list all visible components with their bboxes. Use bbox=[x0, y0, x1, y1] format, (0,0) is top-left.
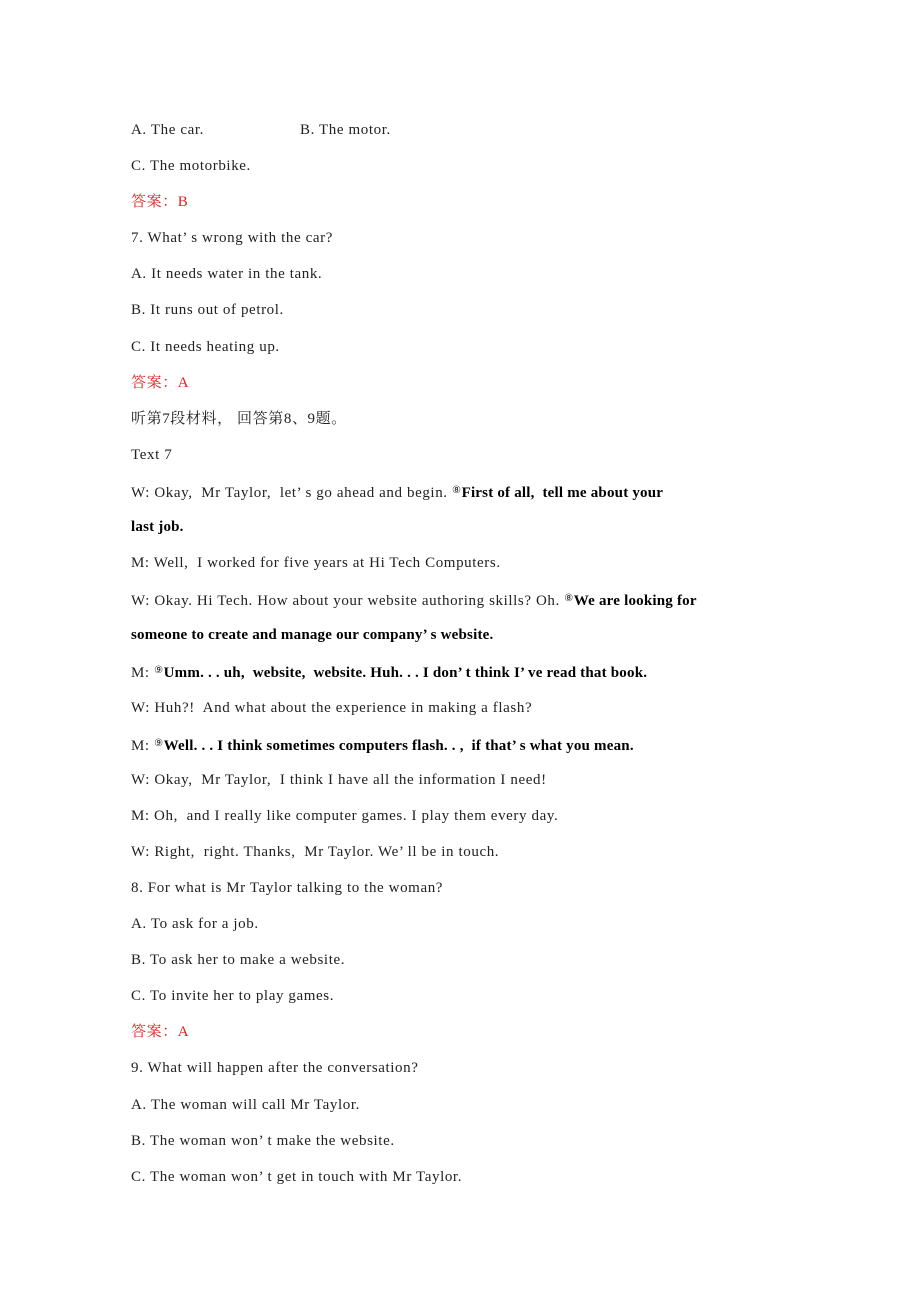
q7-option-b: B. It runs out of petrol. bbox=[131, 302, 284, 319]
dialogue bbox=[131, 479, 811, 876]
evidence-text: last job. bbox=[131, 519, 184, 536]
q8-question: 8. For what is Mr Taylor talking to the woman? bbox=[131, 879, 444, 896]
q7-option-c: C. It needs heating up. bbox=[131, 338, 280, 355]
q9-option-a: A. The woman will call Mr Taylor. bbox=[131, 1096, 360, 1113]
dialogue-text: M: bbox=[131, 737, 155, 754]
q6-option-b: B. The motor. bbox=[299, 122, 391, 138]
q6-answer: 答案：B bbox=[131, 194, 189, 211]
evidence-text: Umm. . . uh, website, website. Huh. . . I don’ t think I’ ve read that book. bbox=[163, 665, 648, 682]
document-page bbox=[131, 118, 811, 1201]
dialogue-line bbox=[131, 804, 811, 840]
dialogue-text: W: Okay. Hi Tech. How about your website authoring skills? Oh. bbox=[131, 593, 565, 610]
q7-question: 7. What’ s wrong with the car? bbox=[131, 230, 333, 247]
dialogue-line bbox=[131, 732, 811, 768]
text-title: Text 7 bbox=[131, 446, 173, 463]
evidence-marker: ⑨ bbox=[154, 737, 164, 749]
dialogue-line bbox=[131, 479, 811, 515]
dialogue-line bbox=[131, 659, 811, 695]
dialogue-line bbox=[131, 623, 811, 659]
dialogue-line bbox=[131, 696, 811, 732]
evidence-text: someone to create and manage our company’ s website. bbox=[131, 627, 494, 644]
section-instruction: 听第7段材料， 回答第8、9题。 bbox=[131, 410, 347, 427]
q7-answer: 答案：A bbox=[131, 374, 190, 391]
dialogue-line bbox=[131, 840, 811, 876]
evidence-marker: ⑧ bbox=[452, 484, 462, 496]
q6-option-a: A. The car. bbox=[131, 122, 204, 138]
dialogue-text: W: Right, right. Thanks, Mr Taylor. We’ ll be in touch. bbox=[131, 843, 500, 860]
evidence-marker: ⑨ bbox=[154, 665, 164, 677]
q6-options-ab bbox=[131, 118, 811, 154]
dialogue-line bbox=[131, 515, 811, 551]
evidence-text: We are looking for bbox=[573, 593, 697, 610]
dialogue-line bbox=[131, 768, 811, 804]
q9-option-c: C. The woman won’ t get in touch with Mr Taylor. bbox=[131, 1168, 463, 1185]
evidence-text: Well. . . I think sometimes computers flash. . , if that’ s what you mean. bbox=[163, 737, 634, 754]
dialogue-text: M: bbox=[131, 665, 155, 682]
dialogue-line bbox=[131, 587, 811, 623]
q8-option-a: A. To ask for a job. bbox=[131, 916, 259, 933]
q8-option-b: B. To ask her to make a website. bbox=[131, 952, 346, 969]
dialogue-text: W: Okay, Mr Taylor, let’ s go ahead and begin. bbox=[131, 484, 452, 501]
q8-answer: 答案：A bbox=[131, 1024, 190, 1041]
evidence-text: First of all, tell me about your bbox=[461, 484, 664, 501]
dialogue-text: M: Oh, and I really like computer games. I play them every day. bbox=[131, 807, 559, 824]
dialogue-text: W: Huh?! And what about the experience in making a flash? bbox=[131, 699, 533, 716]
q9-question: 9. What will happen after the conversation? bbox=[131, 1060, 419, 1077]
q6-option-c: C. The motorbike. bbox=[131, 158, 251, 175]
q8-option-c: C. To invite her to play games. bbox=[131, 988, 335, 1005]
evidence-marker: ⑧ bbox=[564, 593, 574, 605]
q9-option-b: B. The woman won’ t make the website. bbox=[131, 1132, 395, 1149]
q7-option-a: A. It needs water in the tank. bbox=[131, 266, 323, 283]
dialogue-text: M: Well, I worked for five years at Hi Tech Computers. bbox=[131, 555, 501, 572]
dialogue-text: W: Okay, Mr Taylor, I think I have all the information I need! bbox=[131, 771, 547, 788]
dialogue-line bbox=[131, 551, 811, 587]
